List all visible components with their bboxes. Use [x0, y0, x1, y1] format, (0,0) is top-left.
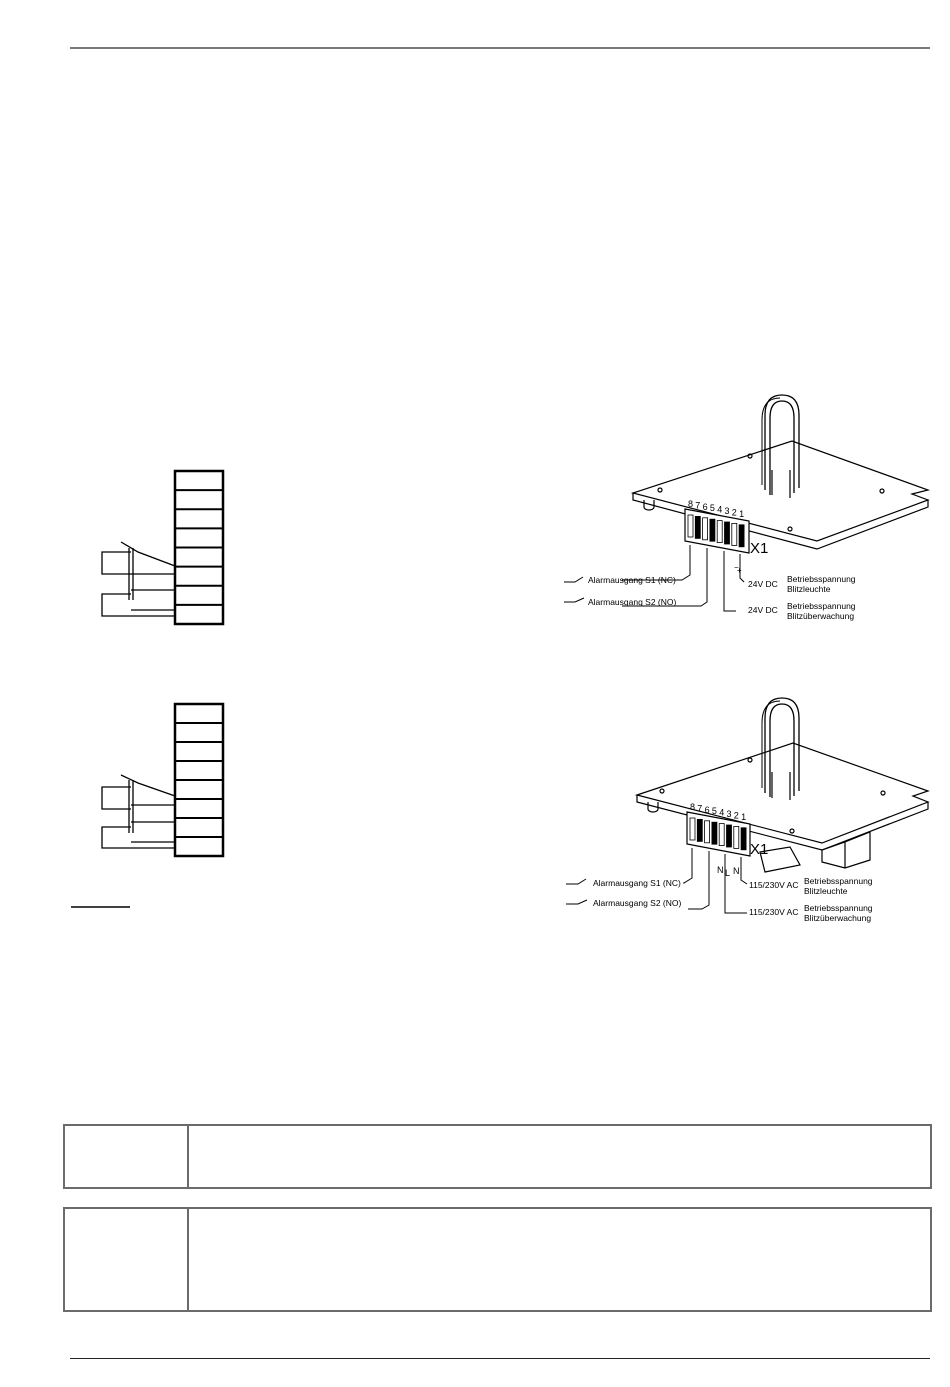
footer-rule [70, 1358, 930, 1359]
neutral-label: N [733, 866, 740, 876]
neutral-label: N [717, 865, 724, 875]
connector-pin [703, 518, 708, 540]
alarm-s2-label: Alarmausgang S2 (NO) [588, 597, 677, 607]
polarity-minus: − [734, 563, 739, 572]
connector-pin [741, 828, 746, 850]
note-box-divider [187, 1126, 189, 1187]
connector-pin [734, 826, 739, 848]
pin-number-label: 1 [741, 811, 747, 822]
connector-pin [739, 525, 744, 547]
pin-number-label: 6 [704, 804, 710, 815]
alarm-s2-label: Alarmausgang S2 (NO) [593, 898, 682, 908]
relay-contacts-bottom [102, 775, 175, 848]
pin-number-label: 1 [739, 508, 745, 519]
supply1-voltage: 115/230V AC [749, 880, 799, 890]
polarity-plus: + [737, 566, 742, 575]
connector-pin [705, 821, 710, 843]
pin-number-label: 4 [717, 504, 723, 515]
pin-number-label: 3 [724, 506, 730, 516]
pin-number-label: 8 [690, 802, 696, 812]
supply2-desc-line1: Betriebsspannung [804, 903, 873, 913]
note-box-2 [63, 1207, 932, 1312]
pin-number-label: 2 [731, 507, 737, 518]
supply2-desc-line1: Betriebsspannung [787, 601, 856, 611]
supply1-voltage: 24V DC [748, 579, 778, 589]
connector-pin [695, 516, 700, 538]
note-box-divider [187, 1209, 189, 1310]
supply2-desc-line2: Blitzüberwachung [787, 611, 855, 621]
pin-number-label: 5 [711, 806, 717, 817]
terminal-strip-top [175, 471, 223, 624]
connector-pin [725, 522, 730, 544]
supply1-desc-line1: Betriebsspannung [804, 876, 873, 886]
connector-pin [690, 818, 695, 840]
pin-number-label: 3 [726, 809, 732, 819]
connector-pin [710, 519, 715, 541]
connector-pin [719, 824, 724, 846]
supply2-desc-line2: Blitzüberwachung [804, 913, 872, 923]
supply2-voltage: 24V DC [748, 605, 778, 615]
supply1-desc-line1: Betriebsspannung [787, 574, 856, 584]
relay-contacts-top [102, 542, 175, 616]
supply1-desc-line2: Blitzleuchte [804, 886, 848, 896]
pin-number-label: 8 [688, 499, 694, 509]
note-box-1 [63, 1124, 932, 1189]
connector-pin [712, 822, 717, 844]
pin-number-label: 2 [733, 810, 739, 821]
connector-x1-label: X1 [750, 540, 769, 557]
connector-x1-label: X1 [750, 841, 769, 858]
pin-number-label: 5 [709, 503, 715, 514]
connector-pin [688, 515, 693, 537]
alarm-s1-label: Alarmausgang S1 (NC) [588, 575, 676, 585]
line-label: L [725, 868, 731, 878]
connector-pin [732, 523, 737, 545]
pin-number-label: 7 [697, 803, 703, 814]
supply2-voltage: 115/230V AC [749, 907, 799, 917]
connector-pin [727, 825, 732, 847]
pin-number-label: 4 [719, 807, 725, 818]
pin-number-label: 7 [695, 500, 701, 511]
connector-pin [717, 521, 722, 543]
pin-number-label: 6 [702, 501, 708, 512]
connector-pin [697, 819, 702, 841]
supply1-desc-line2: Blitzleuchte [787, 584, 831, 594]
terminal-strip-bottom [175, 704, 223, 856]
alarm-s1-label: Alarmausgang S1 (NC) [593, 878, 681, 888]
